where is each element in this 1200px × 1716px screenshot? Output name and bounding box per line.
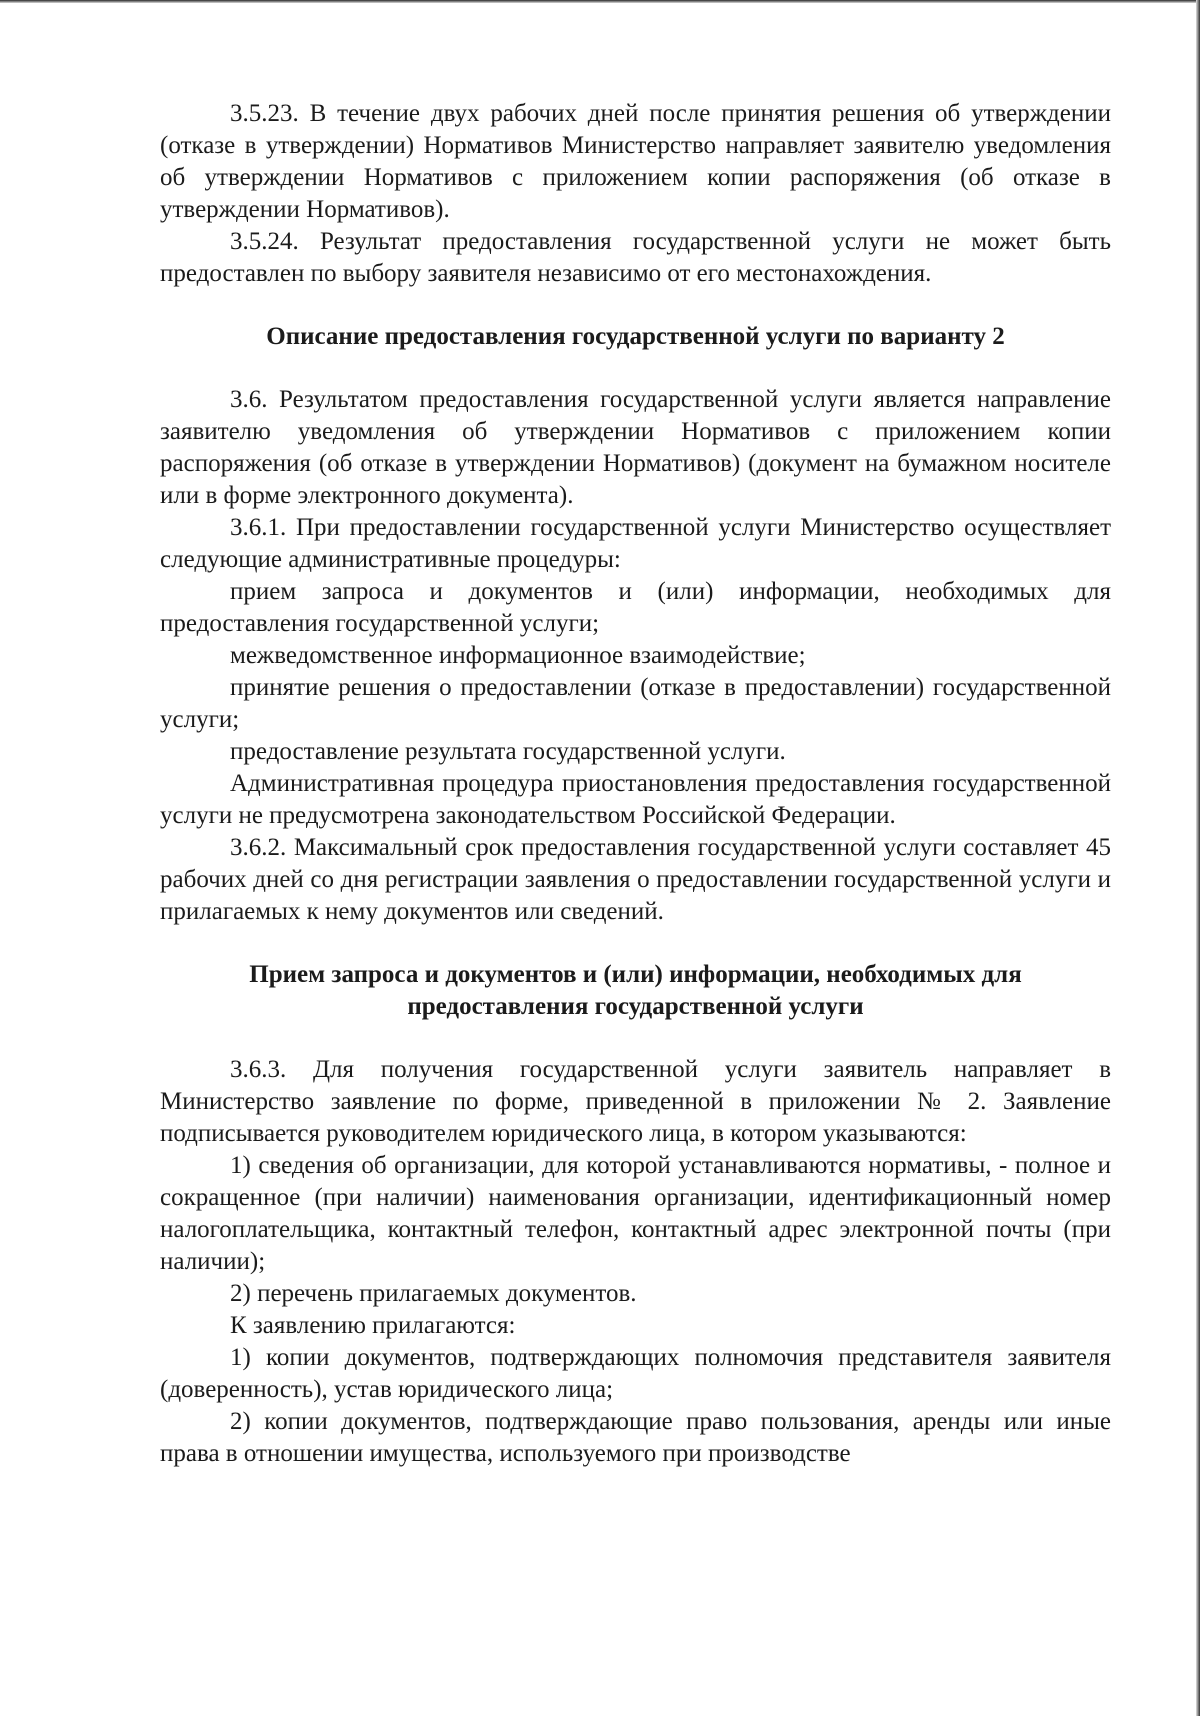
procedure-item-decision: принятие решения о предоставлении (отказе в предоставлении) государственной услуги;: [160, 674, 1111, 733]
list-item-authority-docs: 1) копии документов, подтверждающих полномочия представителя заявителя (доверенность), устав юридического лица;: [160, 1344, 1111, 1403]
list-item-organization-info: 1) сведения об организации, для которой устанавливаются нормативы, - полное и сокращенное (при наличии) наименования организации, идентификационный номер налогоплательщика, контактный телефон, контактный адрес электронной почты (при наличии);: [160, 1152, 1111, 1275]
heading-reception-line-2: предоставления государственной услуги: [407, 993, 864, 1020]
paragraph-3-5-24: 3.5.24. Результат предоставления государственной услуги не может быть предоставлен по выбору заявителя независимо от его местонахождения.: [160, 228, 1111, 287]
spacer: [160, 928, 1111, 959]
scan-edge-top: [0, 0, 1200, 3]
paragraph-3-6-3: 3.6.3. Для получения государственной услуги заявитель направляет в Министерство заявление по форме, приведенной в приложении № 2. Заявление подписывается руководителем юридического лица, в котором указываются:: [160, 1056, 1111, 1147]
procedure-item-result: предоставление результата государственной услуги.: [230, 738, 786, 765]
spacer: [160, 1023, 1111, 1054]
paragraph-3-6: 3.6. Результатом предоставления государственной услуги является направление заявителю уведомления об утверждении Нормативов с приложением копии распоряжения (об отказе в утверждении Нормативов) (документ на бумажном носителе или в форме электронного документа).: [160, 386, 1111, 509]
paragraph-attachments-intro: К заявлению прилагаются:: [230, 1312, 516, 1339]
paragraph-suspension: Административная процедура приостановления предоставления государственной услуги не предусмотрена законодательством Российской Федерации.: [160, 770, 1111, 829]
heading-reception-line-1: Прием запроса и документов и (или) информации, необходимых для: [249, 961, 1022, 988]
paragraph-3-6-2: 3.6.2. Максимальный срок предоставления государственной услуги составляет 45 рабочих дней со дня регистрации заявления о предоставлении государственной услуги и прилагаемых к нему документов или сведений.: [160, 834, 1111, 925]
procedure-item-reception: прием запроса и документов и (или) информации, необходимых для предоставления государственной услуги;: [160, 578, 1111, 637]
scan-edge-right: [1196, 0, 1200, 1716]
list-item-documents-list: 2) перечень прилагаемых документов.: [230, 1280, 637, 1307]
paragraph-3-6-1: 3.6.1. При предоставлении государственной услуги Министерство осуществляет следующие административные процедуры:: [160, 514, 1111, 573]
procedure-item-interagency: межведомственное информационное взаимодействие;: [230, 642, 806, 669]
paragraph-3-5-23: 3.5.23. В течение двух рабочих дней после принятия решения об утверждении (отказе в утверждении) Нормативов Министерство направляет заявителю уведомления об утверждении Нормативов с приложением копии распоряжения (об отказе в утверждении Нормативов).: [160, 100, 1111, 223]
heading-variant-2: Описание предоставления государственной услуги по варианту 2: [266, 323, 1005, 350]
document-page: [160, 98, 1111, 1470]
list-item-property-rights-docs: 2) копии документов, подтверждающие право пользования, аренды или иные права в отношении имущества, используемого при производстве: [160, 1408, 1111, 1467]
heading-reception: [160, 959, 1111, 1023]
spacer: [160, 290, 1111, 321]
spacer: [160, 353, 1111, 384]
